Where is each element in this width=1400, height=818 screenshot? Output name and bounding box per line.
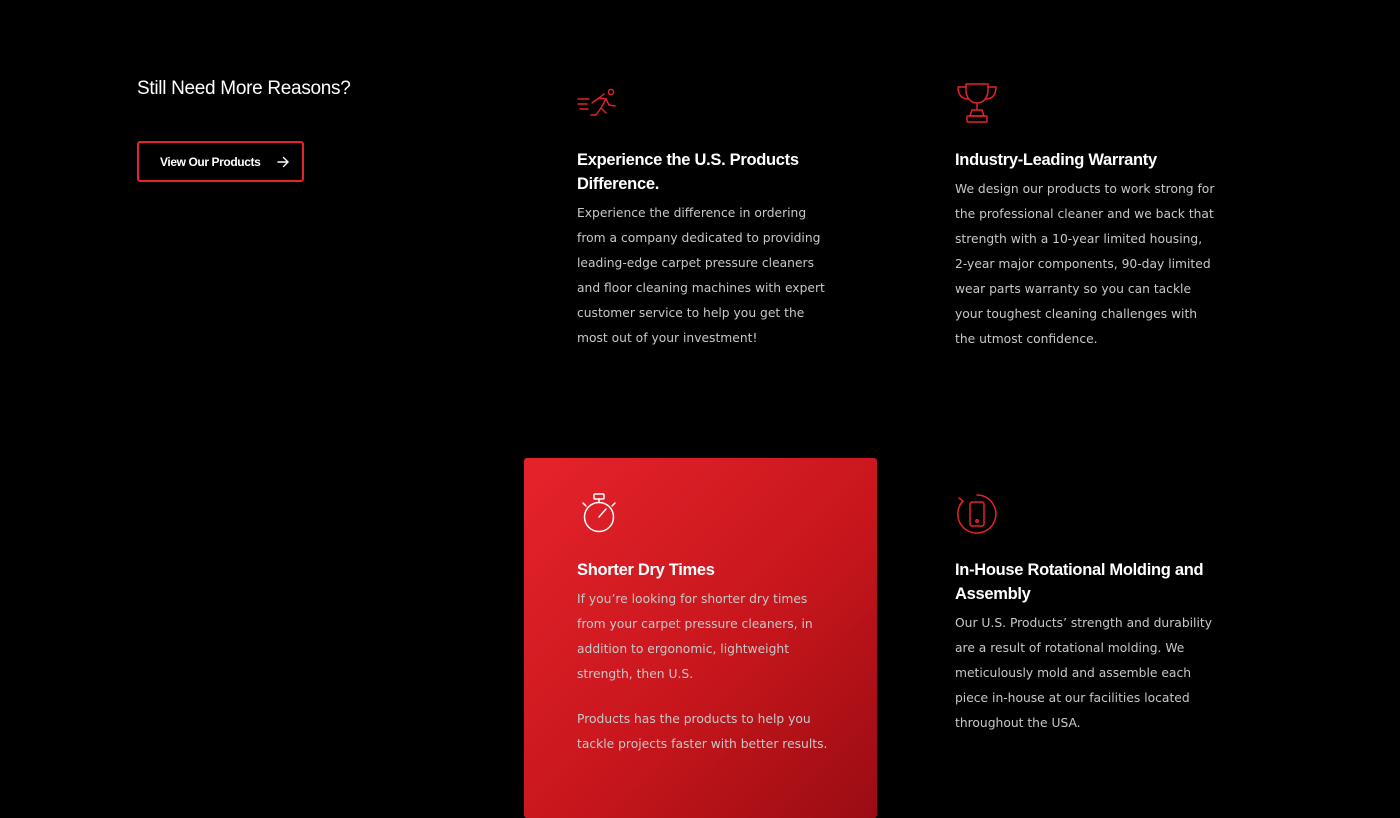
card-body-paragraph-2: Products has the products to help you tackle projects faster with better results.	[577, 712, 828, 751]
card-title: Shorter Dry Times	[577, 561, 715, 579]
stopwatch-icon	[577, 492, 621, 536]
view-products-button-label: View Our Products	[160, 154, 261, 169]
feature-card-dry-times	[577, 492, 837, 757]
arrow-right-icon	[277, 156, 289, 168]
card-body: Experience the difference in ordering from a company dedicated to providing leading-edge carpet pressure cleaners and floor cleaning machines with expert customer service to help you get the most out of your investment!	[577, 206, 825, 345]
feature-card-molding	[955, 492, 1215, 736]
speed-runner-icon	[577, 82, 621, 126]
card-title: Experience the U.S. Products Difference.	[577, 151, 799, 193]
feature-card-warranty	[955, 82, 1215, 352]
card-title: Industry-Leading Warranty	[955, 151, 1157, 169]
trophy-icon	[955, 82, 999, 126]
rotational-molding-icon	[955, 492, 999, 536]
feature-card-difference	[577, 82, 837, 351]
card-title: In-House Rotational Molding and Assembly	[955, 561, 1204, 603]
card-body: Our U.S. Products’ strength and durability are a result of rotational molding. We meticulously mold and assemble each piece in-house at our facilities located throughout the USA.	[955, 616, 1212, 730]
view-products-button[interactable]	[137, 141, 304, 182]
card-body-paragraph-1: If you’re looking for shorter dry times from your carpet pressure cleaners, in addition to ergonomic, lightweight strength, then U.S.	[577, 592, 813, 681]
section-heading: Still Need More Reasons?	[137, 78, 351, 99]
card-body: We design our products to work strong for the professional cleaner and we back that strength with a 10-year limited housing, 2-year major components, 90-day limited wear parts warranty so you can tackle your toughest cleaning challenges with the utmost confidence.	[955, 182, 1215, 346]
